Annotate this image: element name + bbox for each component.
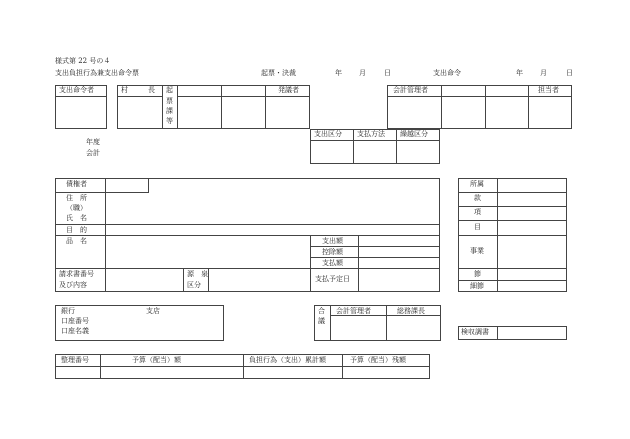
kian-label-1: 起 [166, 86, 173, 94]
date1-day: 日 [384, 69, 391, 77]
nendo-label: 年度 [86, 138, 100, 146]
gensen-label-1: 源 泉 [187, 270, 208, 278]
seikyu-label-2: 及び内容 [59, 281, 87, 289]
soncho-label-1: 村 [121, 86, 128, 94]
tantosha-label: 担当者 [538, 86, 559, 94]
kennou-label: 検収調書 [461, 328, 489, 336]
kian-label-2: 票 [166, 97, 173, 105]
seiri-bangou-label: 整理番号 [61, 356, 89, 364]
kouza-bangou-label: 口座番号 [61, 317, 89, 325]
jusho-label-1: 住 所 [66, 194, 87, 202]
soumu-kachou-label: 総務課長 [397, 307, 425, 315]
date1-month: 月 [359, 69, 366, 77]
soncho-label-2: 長 [148, 86, 155, 94]
shimei-label: 氏 名 [66, 214, 87, 222]
date2-month: 月 [540, 69, 547, 77]
shozoku-label: 所属 [470, 180, 484, 188]
gougi-label-go: 合 [318, 307, 325, 315]
mokuteki-label: 目 的 [66, 226, 87, 234]
kian-label-4: 等 [166, 117, 173, 125]
hinmei-label: 品 名 [66, 237, 87, 245]
gougi-label-gi: 議 [318, 317, 325, 325]
kou-label: 項 [474, 208, 481, 216]
kan-label: 款 [474, 194, 481, 202]
ginkou-label: 銀行 [61, 307, 75, 315]
kaikei-label: 会計 [86, 149, 100, 157]
koujo-gaku-label: 控除額 [322, 248, 343, 256]
futan-ruikei-label: 負担行為（支出）累計額 [249, 356, 326, 364]
saisetsu-label: 細節 [470, 282, 484, 290]
form-title: 支出負担行為兼支出命令票 [55, 69, 139, 77]
hatsugisha-label: 発議者 [278, 86, 299, 94]
yosan-zangaku-label: 予算（配当）残額 [350, 356, 406, 364]
shiharai-houhou-label: 支払方法 [357, 130, 385, 138]
form-number: 様式第 22 号の４ [55, 57, 111, 65]
setsu-label: 節 [474, 270, 481, 278]
jusho-label-2: （職） [66, 204, 87, 212]
shiharai-gaku-label: 支払額 [322, 259, 343, 267]
moku-label: 目 [474, 223, 481, 231]
date1-year: 年 [335, 69, 342, 77]
shishutsu-meireisha-label: 支出命令者 [59, 86, 94, 94]
kouza-meigi-label: 口座名義 [61, 327, 89, 335]
shiharai-yoteibi-label: 支払予定日 [315, 275, 350, 283]
date2-day: 日 [566, 69, 573, 77]
kaikei-kanrisha-label: 会計管理者 [393, 86, 428, 94]
gougi-kaikei-label: 会計管理者 [336, 307, 371, 315]
shishutsu-kubun-label: 支出区分 [314, 130, 342, 138]
shishutsu-meirei-label: 支出命令 [433, 69, 461, 77]
jigyo-label: 事業 [470, 247, 484, 255]
kian-kessai-label: 起票・決裁 [261, 69, 296, 77]
shiten-label: 支店 [146, 307, 160, 315]
kian-label-3: 課 [166, 107, 173, 115]
gensen-label-2: 区分 [187, 281, 201, 289]
saikensha-label: 債権者 [66, 180, 87, 188]
seikyu-label-1: 請求書番号 [59, 270, 94, 278]
date2-year: 年 [516, 69, 523, 77]
yosan-gaku-label: 予算（配当）額 [132, 356, 181, 364]
kurikoshi-kubun-label: 繰越区分 [400, 130, 428, 138]
shishutsu-gaku-label: 支出額 [322, 237, 343, 245]
